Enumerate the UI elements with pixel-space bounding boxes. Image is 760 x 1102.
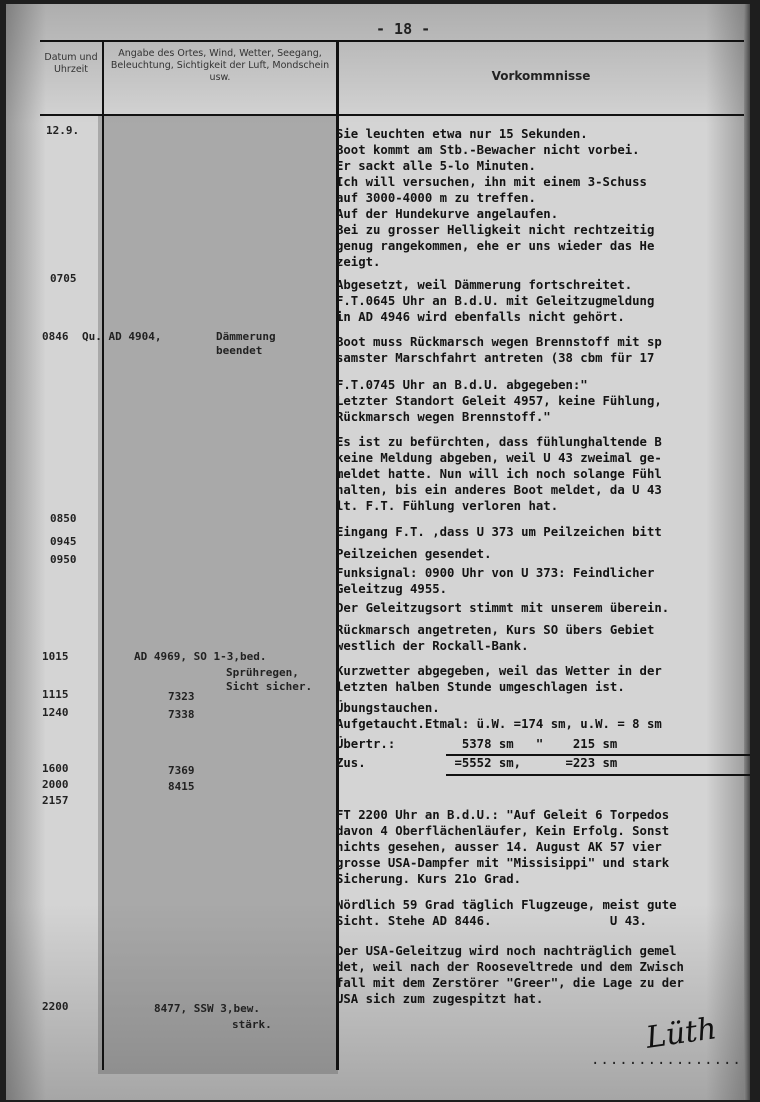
event-line: Der Geleitzugsort stimmt mit unserem überein. xyxy=(336,601,670,615)
entry-time: 1240 xyxy=(42,706,69,719)
event-line: zeigt. xyxy=(336,255,381,269)
event-line: Kurzwetter abgegeben, weil das Wetter in der xyxy=(336,664,662,678)
event-line: auf 3000-4000 m zu treffen. xyxy=(336,191,536,205)
event-line: F.T.0745 Uhr an B.d.U. abgegeben:" xyxy=(336,378,588,392)
event-line: meldet hatte. Nun will ich noch solange Fühl xyxy=(336,467,662,481)
event-line: Letzter Standort Geleit 4957, keine Fühlung, xyxy=(336,394,662,408)
entry-note: Sprühregen, Sicht sicher. xyxy=(226,666,313,693)
event-line: Geleitzug 4955. xyxy=(336,582,448,596)
event-line: fall mit dem Zerstörer "Greer", die Lage zu der xyxy=(336,976,684,990)
event-line: samster Marschfahrt antreten (38 cbm für 17 xyxy=(336,351,655,365)
event-line: keine Meldung abgeben, weil U 43 zweimal ge- xyxy=(336,451,662,465)
event-line: Übungstauchen. xyxy=(336,701,440,715)
event-line: Bei zu grosser Helligkeit nicht rechtzeitig xyxy=(336,223,655,237)
event-line: Rückmarsch wegen Brennstoff." xyxy=(336,410,551,424)
event-line: Boot muss Rückmarsch wegen Brennstoff mit sp xyxy=(336,335,662,349)
event-line: Übertr.: 5378 sm " 215 sm xyxy=(336,737,618,751)
entry-time-date: 12.9. xyxy=(46,124,80,137)
event-line: Funksignal: 0900 Uhr von U 373: Feindlicher xyxy=(336,566,655,580)
entry-time: 1015 xyxy=(42,650,69,663)
event-line: Aufgetaucht.Etmal: ü.W. =174 sm, u.W. = 8 sm xyxy=(336,717,662,731)
entry-time: 0846 xyxy=(42,330,69,343)
page-number: - 18 - xyxy=(376,20,431,38)
entry-note: stärk. xyxy=(232,1018,272,1031)
event-line: genug rangekommen, ehe er uns wieder das He xyxy=(336,239,655,253)
entry-time: 1600 xyxy=(42,762,69,775)
event-line: Er sackt alle 5-lo Minuten. xyxy=(336,159,536,173)
event-line: Abgesetzt, weil Dämmerung fortschreitet. xyxy=(336,278,633,292)
header-location-weather: Angabe des Ortes, Wind, Wetter, Seegang, Beleuchtung, Sichtigkeit der Luft, Mondschein usw. xyxy=(110,48,330,83)
entry-value: 7338 xyxy=(168,708,195,721)
event-line: Zus. =5552 sm, =223 sm xyxy=(336,756,618,770)
handwritten-signature: Lüth xyxy=(643,1011,719,1056)
header-date-time: Datum und Uhrzeit xyxy=(44,52,98,75)
entry-time: 2200 xyxy=(42,1000,69,1013)
header-events: Vorkommnisse xyxy=(491,69,591,83)
event-line: det, weil nach der Rooseveltrede und dem Zwisch xyxy=(336,960,684,974)
column-divider-1 xyxy=(102,40,104,1070)
document-page xyxy=(6,4,750,1100)
event-line: Es ist zu befürchten, dass fühlunghaltende B xyxy=(336,435,662,449)
event-line: Auf der Hundekurve angelaufen. xyxy=(336,207,559,221)
event-line: Eingang F.T. ,dass U 373 um Peilzeichen bitt xyxy=(336,525,662,539)
signature-dotted-line: ................ xyxy=(591,1052,742,1068)
header-top-rule xyxy=(40,40,744,42)
event-line: Sicherung. Kurs 21o Grad. xyxy=(336,872,522,886)
event-line: westlich der Rockall-Bank. xyxy=(336,639,529,653)
event-line: Boot kommt am Stb.-Bewacher nicht vorbei. xyxy=(336,143,640,157)
event-line: Peilzeichen gesendet. xyxy=(336,547,492,561)
entry-time: 0705 xyxy=(50,272,77,285)
entry-time: 0945 xyxy=(50,535,77,548)
event-line: Sie leuchten etwa nur 15 Sekunden. xyxy=(336,127,588,141)
entry-time: 2157 xyxy=(42,794,69,807)
entry-location: 8477, SSW 3,bew. xyxy=(154,1002,260,1015)
event-line: Sicht. Stehe AD 8446. U 43. xyxy=(336,914,647,928)
entry-time: 1115 xyxy=(42,688,69,701)
event-line: grosse USA-Dampfer mit "Missisippi" und stark xyxy=(336,856,670,870)
header-bottom-rule xyxy=(40,114,744,116)
entry-location: AD 4969, SO 1-3,bed. xyxy=(134,650,267,663)
entry-time: 2000 xyxy=(42,778,69,791)
event-line: Ich will versuchen, ihn mit einem 3-Schuss xyxy=(336,175,647,189)
event-line: davon 4 Oberflächenläufer, Kein Erfolg. Sonst xyxy=(336,824,670,838)
event-line: Nördlich 59 Grad täglich Flugzeuge, meist gute xyxy=(336,898,677,912)
event-line: letzten halben Stunde umgeschlagen ist. xyxy=(336,680,625,694)
event-line: F.T.0645 Uhr an B.d.U. mit Geleitzugmeldung xyxy=(336,294,655,308)
event-line: halten, bis ein anderes Boot meldet, da U 43 xyxy=(336,483,662,497)
event-line: Rückmarsch angetreten, Kurs SO übers Gebiet xyxy=(336,623,655,637)
entry-time: 0850 xyxy=(50,512,77,525)
event-line: Der USA-Geleitzug wird noch nachträglich gemel xyxy=(336,944,677,958)
entry-value: 7369 xyxy=(168,764,195,777)
left-columns-shading xyxy=(98,114,338,1074)
event-line: nichts gesehen, ausser 14. August AK 57 vier xyxy=(336,840,662,854)
sum-rule xyxy=(446,774,750,776)
event-line: USA sich zum zugespitzt hat. xyxy=(336,992,544,1006)
entry-note: Dämmerung beendet xyxy=(216,330,276,357)
entry-time: 0950 xyxy=(50,553,77,566)
event-line: in AD 4946 wird ebenfalls nicht gehört. xyxy=(336,310,625,324)
event-line: FT 2200 Uhr an B.d.U.: "Auf Geleit 6 Torpedos xyxy=(336,808,670,822)
entry-location: Qu. AD 4904, xyxy=(82,330,162,343)
entry-value: 7323 xyxy=(168,690,195,703)
entry-value: 8415 xyxy=(168,780,195,793)
event-line: lt. F.T. Fühlung verloren hat. xyxy=(336,499,559,513)
